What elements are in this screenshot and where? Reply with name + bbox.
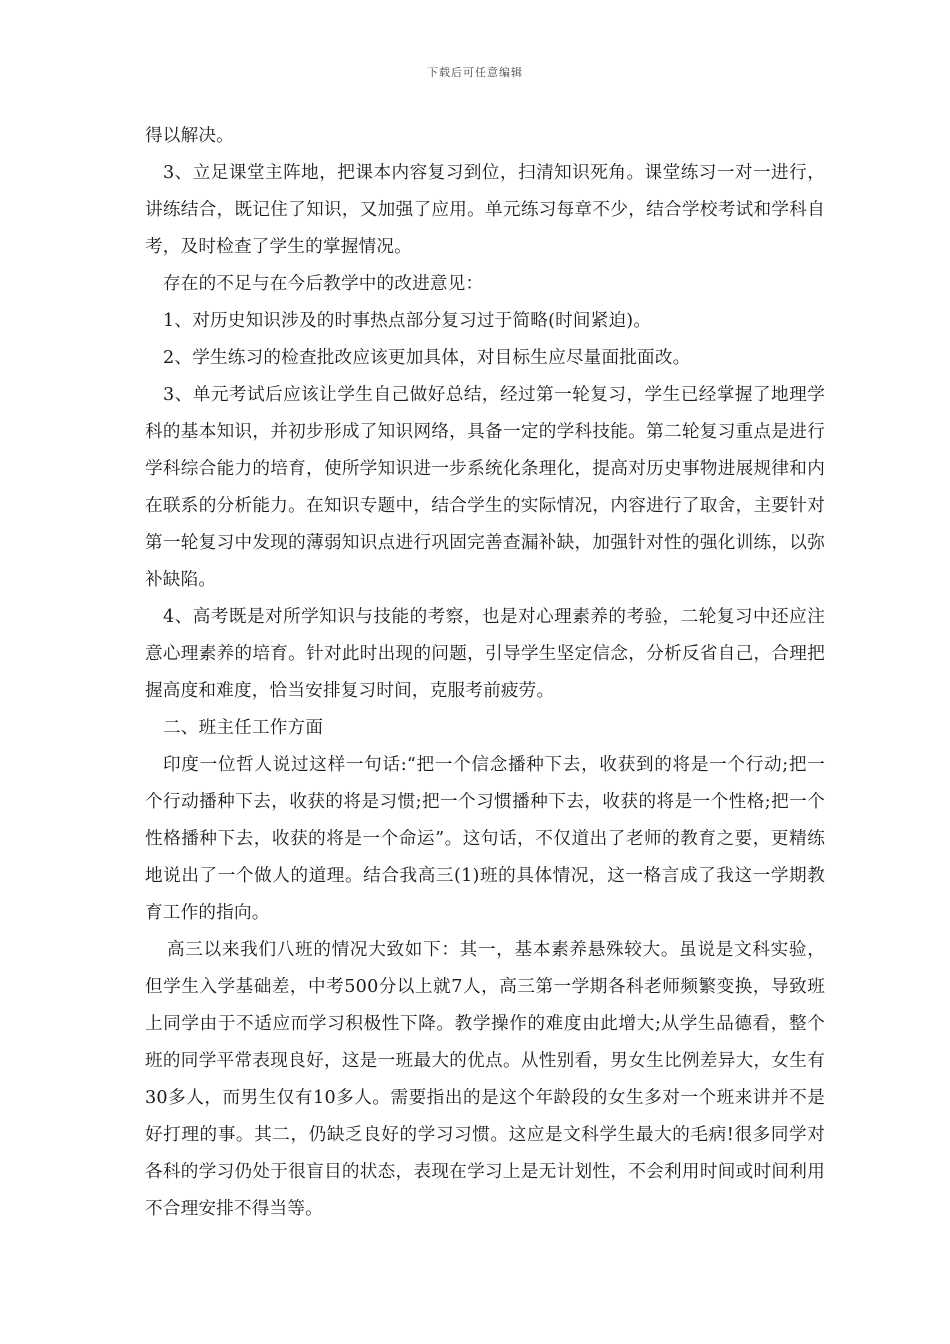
paragraph-shortcomings-heading: 存在的不足与在今后教学中的改进意见：	[163, 274, 484, 294]
paragraph-class-situation: 高三以来我们八班的情况大致如下：其一，基本素养悬殊较大。虽说是文科实验，但学生入学基础差，中考500分以上就7人，高三第一学期各科老师频繁变换，导致班上同学由于不适应而学习积极性下降。教学操作的难度由此增大;从学生品德看，整个班的同学平常表现良好，这是一班最大的优点。从性别看，男女生比例差异大，女生有30多人，而男生仅有10多人。需要指出的是这个年龄段的女生多对一个班来讲并不是好打理的事。其二，仍缺乏良好的学习习惯。这应是文科学生最大的毛病!很多同学对各科的学习仍处于很盲目的状态，表现在学习上是无计划性，不会利用时间或时间利用不合理安排不得当等。	[145, 940, 825, 1219]
paragraph-shortcoming-4: 4、高考既是对所学知识与技能的考察，也是对心理素养的考验，二轮复习中还应注意心理素养的培育。针对此时出现的问题，引导学生坚定信念，分析反省自己，合理把握高度和难度，恰当安排复习时间，克服考前疲劳。	[145, 607, 825, 701]
paragraph-continuation: 得以解决。	[145, 126, 234, 146]
paragraph-shortcoming-3: 3、单元考试后应该让学生自己做好总结，经过第一轮复习，学生已经掌握了地理学科的基本知识，并初步形成了知识网络，具备一定的学科技能。第二轮复习重点是进行学科综合能力的培育，使所学知识进一步系统化条理化，提高对历史事物进展规律和内在联系的分析能力。在知识专题中，结合学生的实际情况，内容进行了取舍，主要针对第一轮复习中发现的薄弱知识点进行巩固完善查漏补缺，加强针对性的强化训练，以弥补缺陷。	[145, 385, 825, 590]
paragraph-shortcoming-2: 2、学生练习的检查批改应该更加具体，对目标生应尽量面批面改。	[163, 348, 691, 368]
document-body	[145, 118, 825, 1228]
section-heading-class-teacher: 二、班主任工作方面	[163, 718, 324, 738]
paragraph-item-3-classroom: 3、立足课堂主阵地，把课本内容复习到位，扫清知识死角。课堂练习一对一进行，讲练结合，既记住了知识，又加强了应用。单元练习每章不少，结合学校考试和学科自考，及时检查了学生的掌握情况。	[145, 163, 825, 257]
paragraph-philosopher-quote: 印度一位哲人说过这样一句话:“把一个信念播种下去，收获到的将是一个行动;把一个行动播种下去，收获的将是习惯;把一个习惯播种下去，收获的将是一个性格;把一个性格播种下去，收获的将是一个命运”。这句话，不仅道出了老师的教育之要，更精练地说出了一个做人的道理。结合我高三(1)班的具体情况，这一格言成了我这一学期教育工作的指向。	[145, 755, 825, 923]
paragraph-shortcoming-1: 1、对历史知识涉及的时事热点部分复习过于简略(时间紧迫)。	[163, 311, 652, 331]
page-header: 下载后可任意编辑	[427, 66, 523, 79]
